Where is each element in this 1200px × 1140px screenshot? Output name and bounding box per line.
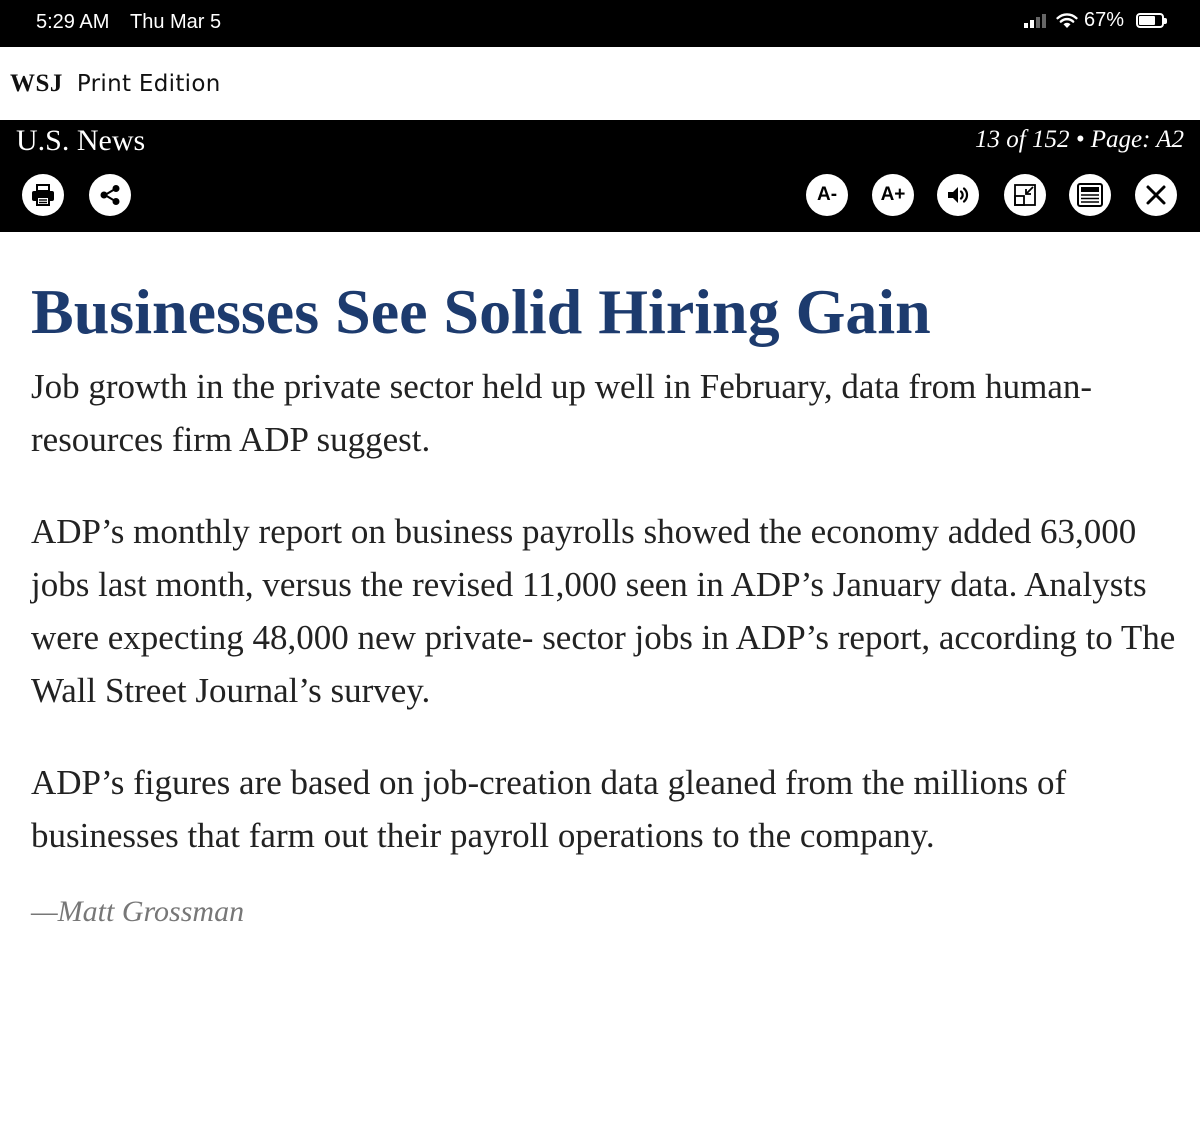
article-byline: —Matt Grossman (31, 895, 245, 928)
battery-level (1139, 16, 1155, 25)
close-icon (1145, 184, 1167, 206)
article-headline: Businesses See Solid Hiring Gain (31, 276, 931, 347)
cellular-signal-icon (1024, 14, 1046, 28)
section-title: U.S. News (16, 124, 146, 157)
article-body (31, 232, 1181, 929)
newspaper-button[interactable] (1069, 174, 1111, 216)
print-button[interactable] (22, 174, 64, 216)
app-header (0, 47, 1200, 120)
edition-label: Print Edition (76, 70, 221, 97)
share-button[interactable] (89, 174, 131, 216)
article-paragraph: Job growth in the private sector held up well in February, data from human-resources firm ADP suggest. (31, 367, 1093, 459)
article-paragraph: ADP’s monthly report on business payrolls showed the economy added 63,000 jobs last month, versus the revised 11,000 seen in ADP’s January data. Analysts were expecting 48,000 new private- sector jobs in ADP’s report, according to The Wall Street Journal’s survey. (31, 512, 1176, 710)
font-increase-button[interactable]: A+ (872, 174, 914, 216)
wifi-icon (1056, 12, 1078, 29)
share-icon (98, 183, 122, 207)
page-info: 13 of 152 • Page: A2 (975, 126, 1184, 153)
battery-percent: 67% (1083, 9, 1124, 31)
battery-icon (1136, 13, 1164, 28)
fit-screen-button[interactable] (1004, 174, 1046, 216)
print-icon (30, 183, 56, 207)
fit-screen-icon (1012, 182, 1038, 208)
font-decrease-button[interactable]: A- (806, 174, 848, 216)
status-date: Thu Mar 5 (130, 11, 222, 33)
status-bar (0, 0, 1200, 47)
speaker-icon (945, 183, 971, 207)
article-toolbar (0, 120, 1200, 232)
brand-logo: WSJ (10, 69, 63, 97)
status-indicators (1024, 9, 1164, 32)
article-paragraph: ADP’s figures are based on job-creation data gleaned from the millions of businesses that farm out their payroll operations to the company. (31, 763, 1067, 855)
status-time: 5:29 AM (36, 11, 110, 33)
audio-button[interactable] (937, 174, 979, 216)
close-button[interactable] (1135, 174, 1177, 216)
newspaper-icon (1076, 182, 1104, 208)
